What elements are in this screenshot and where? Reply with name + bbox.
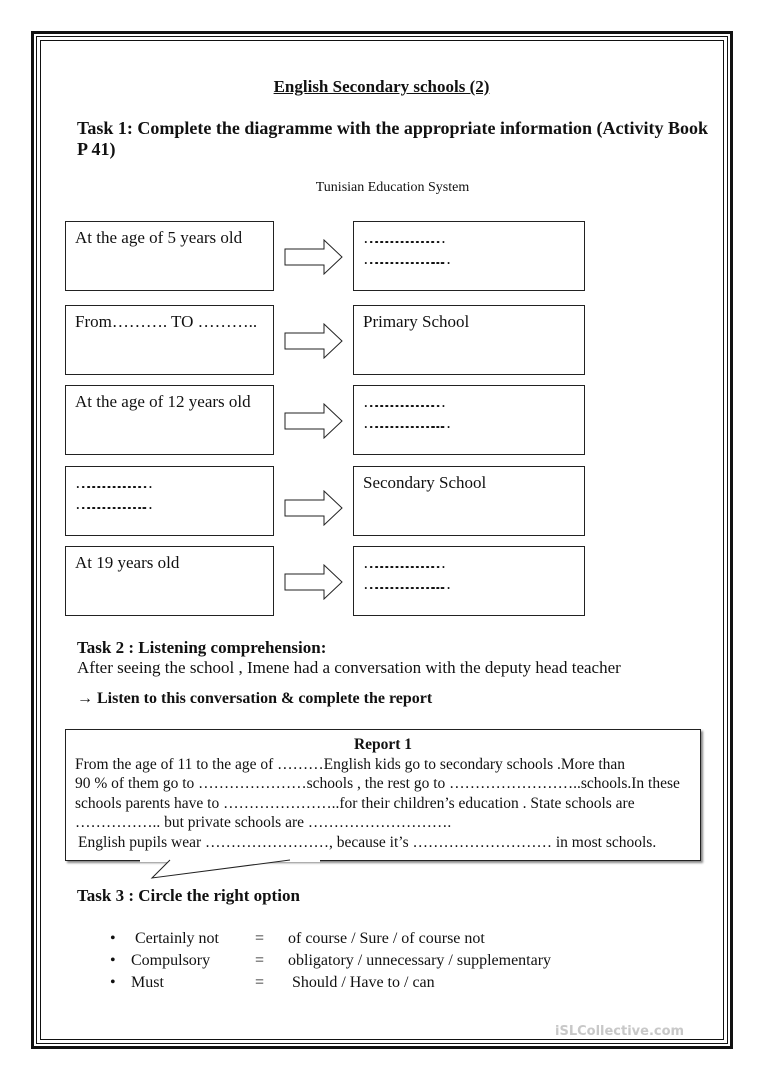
report-line: …………….. but private schools are ………………………. (75, 814, 452, 831)
diagram-left-box: From………. TO ……….. (65, 305, 274, 375)
report-line: English pupils wear ……………………, because it’s ……………………… in most schools. (78, 833, 657, 851)
option-choices[interactable]: Should / Have to / can (292, 974, 435, 991)
right-arrow-icon (284, 323, 344, 359)
report-speech-bubble (65, 729, 701, 861)
diagram-left-box: At the age of 5 years old (65, 221, 274, 291)
speech-bubble-tail (140, 859, 320, 881)
watermark: iSLCollective.com (555, 1024, 685, 1039)
diagram-right-box: …………………………………… ……………………………………….. (353, 546, 585, 616)
diagram-left-box: At the age of 12 years old (65, 385, 274, 455)
diagram-right-box: Primary School (353, 305, 585, 375)
task2-instruction: → Listen to this conversation & complete the report (77, 690, 433, 707)
diagram-right-box: …………………………………… ……………………………………….. (353, 385, 585, 455)
right-arrow-icon (284, 490, 344, 526)
task3-heading: Task 3 : Circle the right option (77, 886, 300, 905)
diagram-title: Tunisian Education System (315, 180, 470, 195)
diagram-right-box: Secondary School (353, 466, 585, 536)
worksheet-title: English Secondary schools (2) (273, 77, 490, 96)
report-line: schools parents have to …………………..for their children’s education . State schools are (75, 794, 635, 812)
diagram-right-box: …………………………………… ……………………………………….. (353, 221, 585, 291)
option-choices[interactable]: of course / Sure / of course not (288, 930, 485, 947)
task2-heading: Task 2 : Listening comprehension: (77, 638, 327, 657)
report-line: 90 % of them go to …………………schools , the rest go to ……………………..schools.In these (75, 775, 680, 792)
diagram-left-box: At 19 years old (65, 546, 274, 616)
right-arrow-icon (284, 403, 344, 439)
task2-intro: After seeing the school , Imene had a conversation with the deputy head teacher (77, 658, 621, 677)
report-title: Report 1 (353, 736, 413, 753)
diagram-left-box: ………………………………… …………………………………. (65, 466, 274, 536)
option-choices[interactable]: obligatory / unnecessary / supplementary (288, 952, 552, 969)
right-arrow-icon (284, 564, 344, 600)
task1-heading: Task 1: Complete the diagramme with the appropriate information (Activity Book P 41) (77, 118, 708, 159)
report-line: From the age of 11 to the age of ………English kids go to secondary schools .More than (75, 755, 626, 773)
worksheet-page: English Secondary schools (2) Task 1: Complete the diagramme with the appropriate information (Activity Book P 41) Tunisian Education System At the age of 5 years old …………………………………… ……………………………………….. From………. TO ……….. Primary School At the age of 12 years old …………………………………… ……………………………………….. ………………………………… …………………………………. Secondary School At 19 years old …………………………………… ……………………………………….. Task 2 : Listening comprehension: After seeing the school , Imene had a conversation with the deputy head teacher → Listen to this conversation & complete the report Report 1 From the age of 11 to the age of ………English kids go to secondary schools .More than 90 % of them go to …………………schools , the rest go to ……………………..schools.In these schools parents have to …………………..for their children’s education . State schools are …………….. but private schools are ………………………. English pupils wear ……………………, because it’s ……………………… in most schools. Task 3 : Circle the right option • Certainly not = of course / Sure / of course not • Compulsory = obligatory / unnecessary / supplementary • Must = Should / Have to / can iSLCollective.com (0, 0, 763, 1079)
right-arrow-icon (284, 239, 344, 275)
